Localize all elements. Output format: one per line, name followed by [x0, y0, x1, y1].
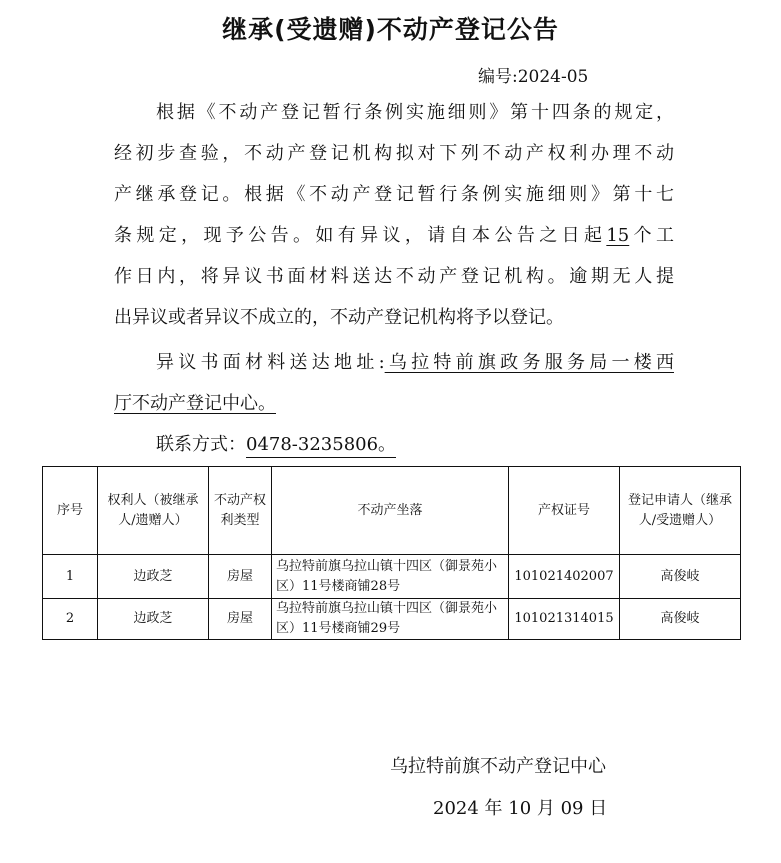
paragraph-line: 出异议或者异议不成立的，不动产登记机构将予以登记。 — [114, 307, 564, 328]
paragraph-line: 经初步查验，不动产登记机构拟对下列不动产权利办理不动 — [114, 143, 674, 164]
contact-label: 联系方式： — [156, 434, 246, 455]
contact-phone: 0478-3235806。 — [246, 434, 396, 458]
cell-no: 2 — [43, 599, 98, 640]
address-value-cont: 厅不动产登记中心。 — [114, 393, 276, 414]
property-table — [42, 466, 741, 640]
cell-applicant: 高俊岐 — [620, 555, 741, 599]
cell-type: 房屋 — [209, 599, 272, 640]
cell-location: 乌拉特前旗乌拉山镇十四区（御景苑小区）11号楼商铺28号 — [272, 555, 509, 599]
objection-address-paragraph — [114, 342, 674, 424]
header-no: 序号 — [43, 467, 98, 555]
paragraph-line: 产继承登记。根据《不动产登记暂行条例实施细则》第十七 — [114, 184, 674, 205]
cell-no: 1 — [43, 555, 98, 599]
header-holder: 权利人（被继承人/遗赠人） — [98, 467, 209, 555]
table-header-row — [43, 467, 741, 555]
notice-title: 继承(受遗赠)不动产登记公告 — [222, 15, 559, 44]
cell-cert: 101021402007 — [509, 555, 620, 599]
paragraph-line — [114, 215, 674, 256]
cell-location: 乌拉特前旗乌拉山镇十四区（御景苑小区）11号楼商铺29号 — [272, 599, 509, 640]
table-row — [43, 599, 741, 640]
header-cert: 产权证号 — [509, 467, 620, 555]
cell-type: 房屋 — [209, 555, 272, 599]
contact-line — [156, 430, 396, 456]
cell-holder: 边政芝 — [98, 555, 209, 599]
working-days-value: 15 — [606, 225, 630, 246]
paragraph-text: 条规定，现予公告。如有异议，请自本公告之日起 — [114, 225, 607, 246]
cell-cert: 101021314015 — [509, 599, 620, 640]
header-applicant: 登记申请人（继承人/受遗赠人） — [620, 467, 741, 555]
header-location: 不动产坐落 — [272, 467, 509, 555]
paragraph-line — [114, 342, 674, 383]
paragraph-line — [114, 383, 674, 424]
cell-applicant: 高俊岐 — [620, 599, 741, 640]
table-row — [43, 555, 741, 599]
issue-date: 2024 年 10 月 09 日 — [433, 798, 608, 819]
issuing-organization: 乌拉特前旗不动产登记中心 — [390, 756, 606, 777]
header-type: 不动产权利类型 — [209, 467, 272, 555]
paragraph-line: 根据《不动产登记暂行条例实施细则》第十四条的规定， — [156, 102, 674, 123]
address-value: 乌拉特前旗政务服务局一楼西 — [384, 352, 674, 373]
document-number: 编号:2024-05 — [478, 67, 589, 87]
paragraph-line: 作日内，将异议书面材料送达不动产登记机构。逾期无人提 — [114, 266, 674, 287]
cell-holder: 边政芝 — [98, 599, 209, 640]
address-label: 异议书面材料送达地址: — [156, 352, 385, 373]
paragraph-text: 个工 — [629, 225, 675, 246]
notice-paragraph-1 — [114, 92, 674, 338]
